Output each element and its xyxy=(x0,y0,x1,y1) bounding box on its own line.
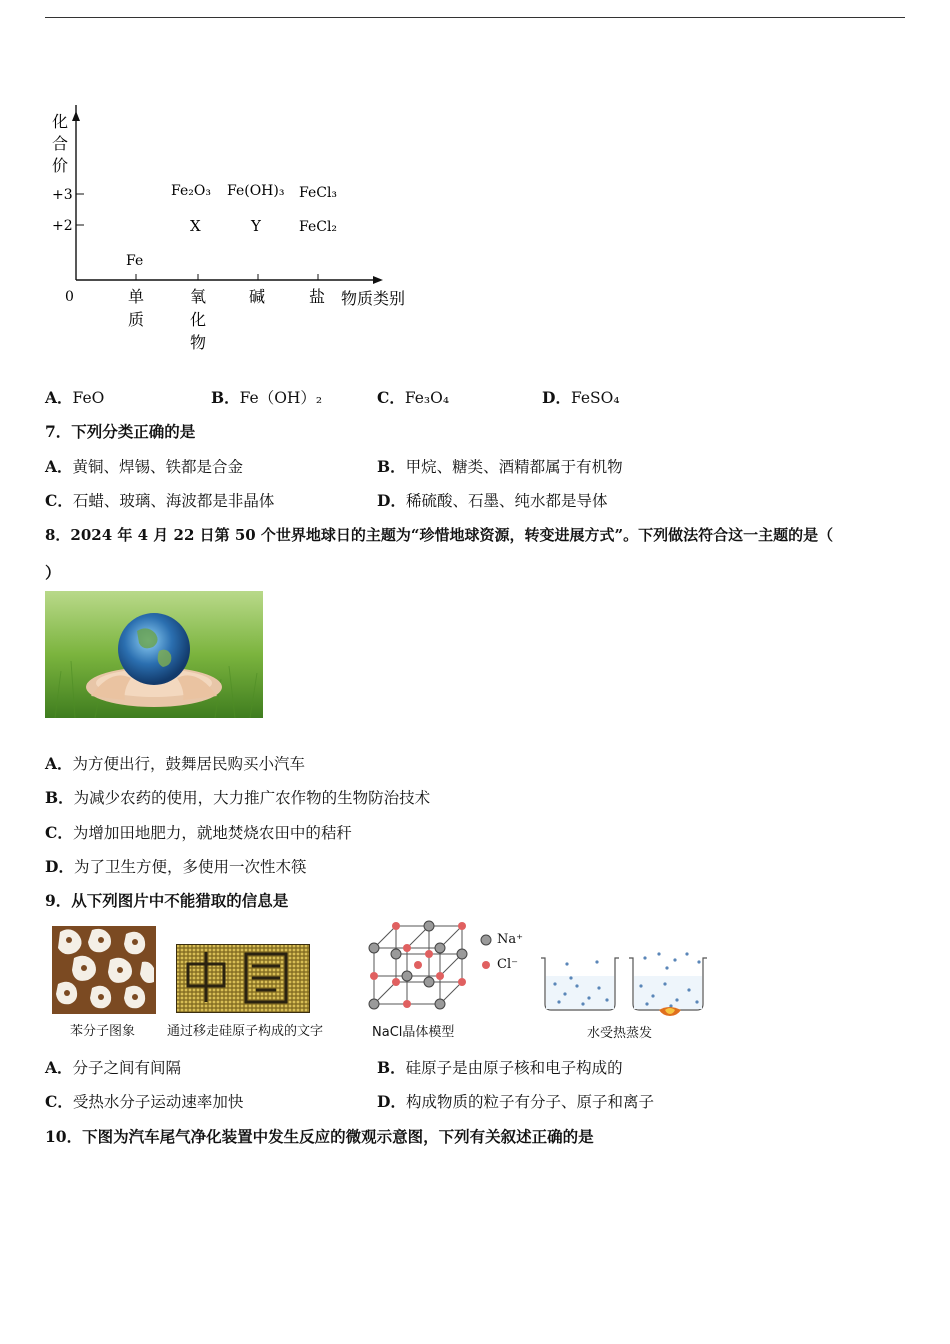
y-axis-label-1: 化 xyxy=(52,112,69,131)
q6-option-b[interactable]: B．Fe（OH）₂ xyxy=(211,388,323,407)
top-rule xyxy=(45,17,905,18)
x-axis-label: 物质类别 xyxy=(341,289,406,308)
xcat-salt: 盐 xyxy=(309,287,326,306)
q9-stem: 9．从下列图片中不能猎取的信息是 xyxy=(45,891,289,910)
q8-option-d[interactable]: D．为了卫生方便，多使用一次性木筷 xyxy=(45,857,307,876)
nacl-crystal-model-image xyxy=(362,918,477,1018)
water-evaporation-image xyxy=(537,950,709,1016)
q9-option-a[interactable]: A．分子之间有间隔 xyxy=(45,1058,182,1077)
point-fe: Fe xyxy=(126,253,144,269)
q6-option-a[interactable]: A．FeO xyxy=(45,388,105,407)
q9-option-b[interactable]: B．硅原子是由原子核和电子构成的 xyxy=(377,1058,623,1077)
q9-option-d[interactable]: D．构成物质的粒子有分子、原子和离子 xyxy=(377,1092,654,1111)
ytick-plus2: +2 xyxy=(52,218,73,234)
y-axis-label-3: 价 xyxy=(52,156,69,175)
ytick-zero: 0 xyxy=(65,289,74,305)
q9-option-c[interactable]: C．受热水分子运动速率加快 xyxy=(45,1092,244,1111)
q10-stem: 10．下图为汽车尾气净化装置中发生反应的微观示意图，下列有关叙述正确的是 xyxy=(45,1127,594,1146)
q6-option-c[interactable]: C．Fe₃O₄ xyxy=(377,388,450,407)
q8-option-b[interactable]: B．为减少农药的使用，大力推广农作物的生物防治技术 xyxy=(45,788,431,807)
q8-stem-line1: 8．2024 年 4 月 22 日第 50 个世界地球日的主题为“珍惜地球资源，转变进展方式”。下列做法符合这一主题的是（ xyxy=(45,526,834,544)
caption-nacl: NaCl晶体模型 xyxy=(372,1025,455,1040)
earth-in-hands-image xyxy=(45,591,263,718)
valence-category-chart xyxy=(40,105,440,360)
y-axis-arrow xyxy=(72,111,80,121)
xcat-elemental-2: 质 xyxy=(128,310,145,329)
y-axis-label-2: 合 xyxy=(52,134,69,153)
q8-option-c[interactable]: C．为增加田地肥力，就地焚烧农田中的秸秆 xyxy=(45,823,352,842)
q7-stem: 7．下列分类正确的是 xyxy=(45,422,196,441)
point-fecl3: FeCl₃ xyxy=(299,185,338,201)
x-axis-arrow xyxy=(373,276,383,284)
ytick-plus3: +3 xyxy=(52,187,73,203)
legend-cl-label: Cl⁻ xyxy=(497,957,518,972)
q8-option-a[interactable]: A．为方便出行，鼓舞居民购买小汽车 xyxy=(45,754,306,773)
q7-option-c[interactable]: C．石蜡、玻璃、海波都是非晶体 xyxy=(45,491,275,510)
xcat-base: 碱 xyxy=(249,287,266,306)
point-x: X xyxy=(190,217,201,235)
point-fe2o3: Fe₂O₃ xyxy=(171,183,211,199)
silicon-atom-text-image xyxy=(176,944,310,1013)
benzene-molecule-image xyxy=(52,926,156,1014)
q7-option-d[interactable]: D．稀硫酸、石墨、纯水都是导体 xyxy=(377,491,608,510)
caption-water: 水受热蒸发 xyxy=(587,1026,653,1041)
q7-option-a[interactable]: A．黄铜、焊锡、铁都是合金 xyxy=(45,457,244,476)
xcat-elemental-1: 单 xyxy=(128,287,145,306)
q7-option-b[interactable]: B．甲烷、糖类、酒精都属于有机物 xyxy=(377,457,623,476)
xcat-oxide-3: 物 xyxy=(190,333,207,352)
xcat-oxide-2: 化 xyxy=(190,310,207,329)
legend-na-swatch xyxy=(479,933,493,947)
point-feoh3: Fe(OH)₃ xyxy=(227,183,285,199)
legend-cl-swatch xyxy=(479,958,493,972)
xcat-oxide-1: 氧 xyxy=(190,287,207,306)
legend-na-label: Na⁺ xyxy=(497,932,523,947)
q8-stem-line2: ） xyxy=(45,563,61,582)
point-fecl2: FeCl₂ xyxy=(299,219,338,235)
q6-option-d[interactable]: D．FeSO₄ xyxy=(542,388,620,407)
point-y: Y xyxy=(251,217,261,235)
caption-silicon: 通过移走硅原子构成的文字 xyxy=(167,1024,324,1039)
caption-benzene: 苯分子图象 xyxy=(70,1024,136,1039)
